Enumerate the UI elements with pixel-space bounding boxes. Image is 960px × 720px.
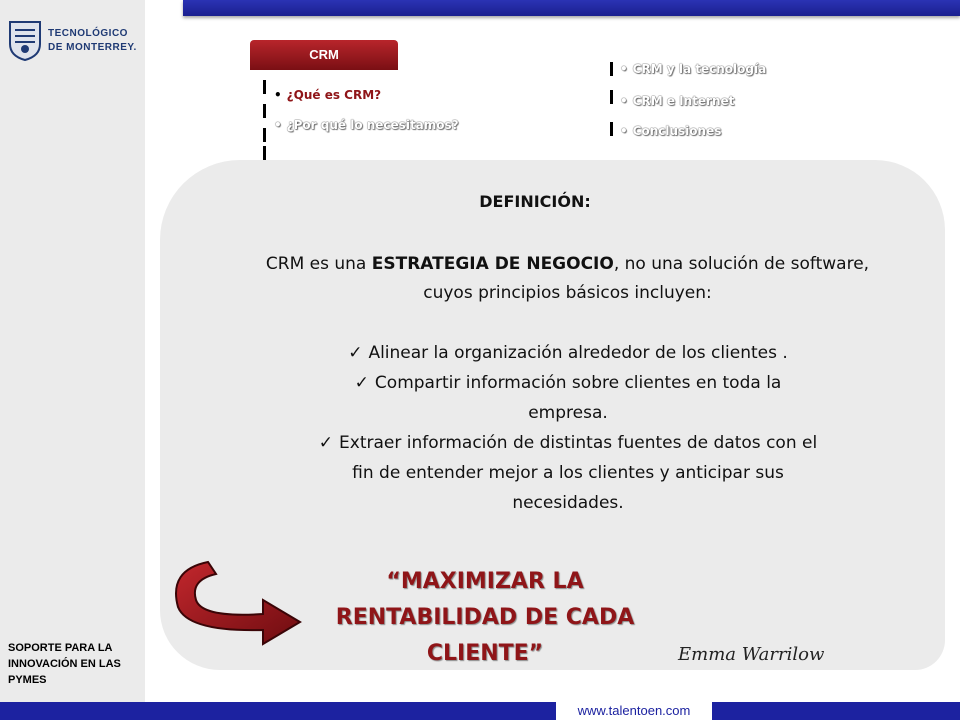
bullet-icon: • [274,118,282,132]
bullet-icon: • [620,62,628,76]
nav-item-label: ¿Qué es CRM? [286,88,382,102]
paragraph-text-before: CRM es una [265,254,372,274]
nav-item-label: Conclusiones [632,124,722,138]
nav-divider [263,80,266,94]
nav-divider [610,122,613,136]
left-sidebar-panel [0,0,145,720]
nav-item-crm-tecnologia[interactable] [620,62,766,76]
nav-item-label: ¿Por qué lo necesitamos? [286,118,459,132]
principle-text: Compartir información sobre clientes en toda la empresa. [374,373,782,423]
logo-text-line1: TECNOLÓGICO [48,28,128,39]
principle-item [318,428,818,518]
nav-item-por-que[interactable] [274,118,459,132]
bullet-icon: • [620,94,628,108]
nav-divider [263,104,266,118]
principles-list [318,338,818,518]
principle-item [318,338,818,368]
curved-arrow-icon [168,552,318,652]
nav-item-label: CRM y la tecnología [632,62,767,76]
check-icon: ✓ [318,433,334,453]
principle-item [318,368,818,428]
principle-text: Extraer información de distintas fuentes de datos con el fin de entender mejor a los clientes y anticipar sus necesidades. [339,433,818,513]
tec-shield-icon [6,18,44,62]
logo-text-line2: DE MONTERREY. [48,42,137,53]
definition-title: DEFINICIÓN: [479,192,591,211]
check-icon: ✓ [348,343,363,363]
top-header-band [183,0,960,16]
paragraph-emphasis: ESTRATEGIA DE NEGOCIO [371,254,614,274]
definition-paragraph [260,250,875,308]
nav-divider [610,62,613,76]
bottom-footer-band [0,702,960,720]
nav-item-crm-internet[interactable] [620,94,734,108]
website-link[interactable]: www.talentoen.com [556,702,712,720]
paragraph-text-after: , no una solución de software, cuyos principios básicos incluyen: [423,254,870,303]
nav-item-que-es-crm[interactable] [274,88,381,102]
bullet-icon: • [620,124,628,138]
nav-item-conclusiones[interactable] [620,124,721,138]
section-tab-crm[interactable]: CRM [250,40,398,70]
check-icon: ✓ [354,373,369,393]
footer-tagline: SOPORTE PARA LA INNOVACIÓN EN LAS PYMES [8,642,121,686]
nav-divider [263,128,266,142]
quote-text: “MAXIMIZAR LA RENTABILIDAD DE CADA CLIENTE” [335,569,635,666]
nav-divider [263,146,266,160]
principle-text: Alinear la organización alrededor de los clientes . [368,343,788,363]
bullet-icon: • [274,88,282,102]
nav-item-label: CRM e Internet [632,94,735,108]
nav-divider [610,90,613,104]
quote-author: Emma Warrilow [678,644,825,665]
institution-logo [6,18,146,64]
